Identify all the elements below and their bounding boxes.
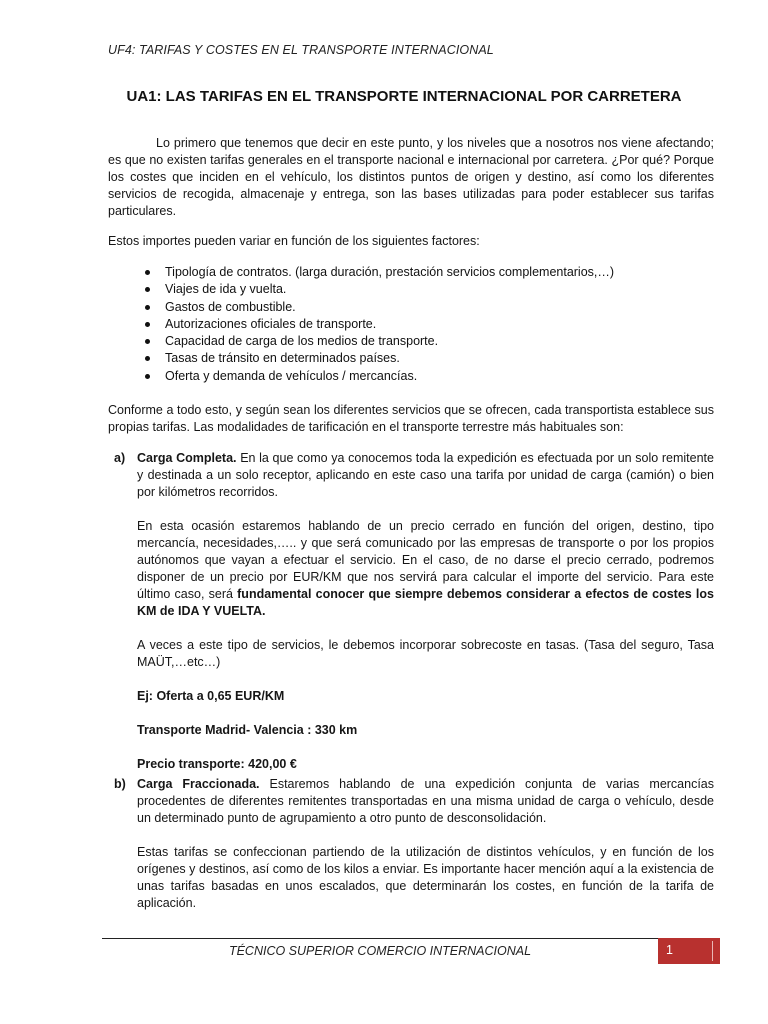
bullet-icon bbox=[145, 374, 150, 379]
bullet-icon bbox=[145, 322, 150, 327]
example-route: Transporte Madrid- Valencia : 330 km bbox=[137, 723, 358, 737]
page-number-badge bbox=[658, 938, 720, 964]
example-price: Precio transporte: 420,00 € bbox=[137, 757, 297, 771]
item-b-heading: Carga Fraccionada. bbox=[137, 777, 260, 791]
list-item: Autorizaciones oficiales de transporte. bbox=[108, 316, 714, 333]
intro-paragraph bbox=[108, 135, 714, 220]
intro-text: Lo primero que tenemos que decir en este punto, y los niveles que a nosotros nos viene afectando; es que no existen tarifas generales en el transporte nacional e internacional por carretera. ¿Por qué? Porque los costes que inciden en el vehículo, los distintos puntos de origen y destino, así como los diferentes servicios de recogida, almacenaje y entrega, son las bases utilizadas para poder establecer sus tarifas particulares. bbox=[108, 136, 714, 218]
item-a-paragraph-2: En esta ocasión estaremos hablando de un precio cerrado en función del origen, destino, tipo mercancía, necesidades,….. y que será comunicado por las empresas de transporte o por los propios autónomos que vayan a efectuar el servicio. En el caso, de no darse el precio cerrado, podremos disponer de un precio por EUR/KM que nos servirá para calcular el importe del servicio. Para este último caso, será fundamental conocer que siempre debemos considerar a efectos de costes los KM de IDA Y VUELTA. bbox=[137, 519, 714, 618]
item-a-heading: Carga Completa. bbox=[137, 451, 237, 465]
bullet-icon bbox=[145, 270, 150, 275]
item-b-paragraph-2: Estas tarifas se confeccionan partiendo de la utilización de distintos vehículos, y en función de los orígenes y destinos, así como de los kilos a enviar. Es importante hacer mención aquí a la existencia de unas tarifas basadas en unos escalados, que determinarán los costes, en función de la tarifa de aplicación. bbox=[137, 845, 714, 910]
item-marker: a) bbox=[114, 451, 126, 465]
list-item: Gastos de combustible. bbox=[108, 299, 714, 316]
modalities-intro bbox=[108, 402, 714, 436]
list-item: Tasas de tránsito en determinados países. bbox=[108, 350, 714, 367]
list-item: Capacidad de carga de los medios de transporte. bbox=[108, 333, 714, 350]
item-carga-fraccionada bbox=[108, 776, 714, 929]
page-title: UA1: LAS TARIFAS EN EL TRANSPORTE INTERNACIONAL POR CARRETERA bbox=[126, 88, 682, 105]
list-item: Tipología de contratos. (larga duración, prestación servicios complementarios,…) bbox=[108, 264, 714, 281]
page-number: 1 bbox=[666, 943, 673, 957]
list-item: Oferta y demanda de vehículos / mercancías. bbox=[108, 368, 714, 385]
bullet-icon bbox=[145, 356, 150, 361]
bullet-icon bbox=[145, 339, 150, 344]
modalities-intro-text: Conforme a todo esto, y según sean los diferentes servicios que se ofrecen, cada transportista establece sus propias tarifas. Las modalidades de tarificación en el transporte terrestre más habituales son: bbox=[108, 403, 714, 434]
factors-intro bbox=[108, 233, 714, 250]
bullet-icon bbox=[145, 287, 150, 292]
list-item: Viajes de ida y vuelta. bbox=[108, 281, 714, 298]
item-carga-completa bbox=[108, 450, 714, 790]
example-offer: Ej: Oferta a 0,65 EUR/KM bbox=[137, 689, 285, 703]
badge-divider bbox=[712, 941, 713, 961]
factors-intro-text: Estos importes pueden variar en función de los siguientes factores: bbox=[108, 234, 480, 248]
footer-divider bbox=[102, 938, 658, 939]
footer-title: TÉCNICO SUPERIOR COMERCIO INTERNACIONAL bbox=[228, 944, 532, 958]
running-header: UF4: TARIFAS Y COSTES EN EL TRANSPORTE INTERNACIONAL bbox=[108, 43, 494, 57]
bullet-icon bbox=[145, 305, 150, 310]
item-b-paragraph-1: Carga Fraccionada. Estaremos hablando de una expedición conjunta de varias mercancías procedentes de diferentes remitentes transportadas en una misma unidad de carga o vehículo, desde un determinado punto de agrupamiento a otro punto de desconsolidación. bbox=[137, 777, 715, 825]
item-marker: b) bbox=[114, 777, 126, 791]
item-a-paragraph-1: Carga Completa. En la que como ya conocemos toda la expedición es efectuada por un solo remitente y destinada a un solo receptor, aplicando en este caso una tarifa por unidad de carga (camión) o bien por kilómetros recorridos. bbox=[137, 451, 714, 499]
factors-list bbox=[108, 264, 714, 385]
item-a-paragraph-3: A veces a este tipo de servicios, le debemos incorporar sobrecoste en tasas. (Tasa del seguro, Tasa MAÜT,…etc…) bbox=[137, 638, 714, 669]
